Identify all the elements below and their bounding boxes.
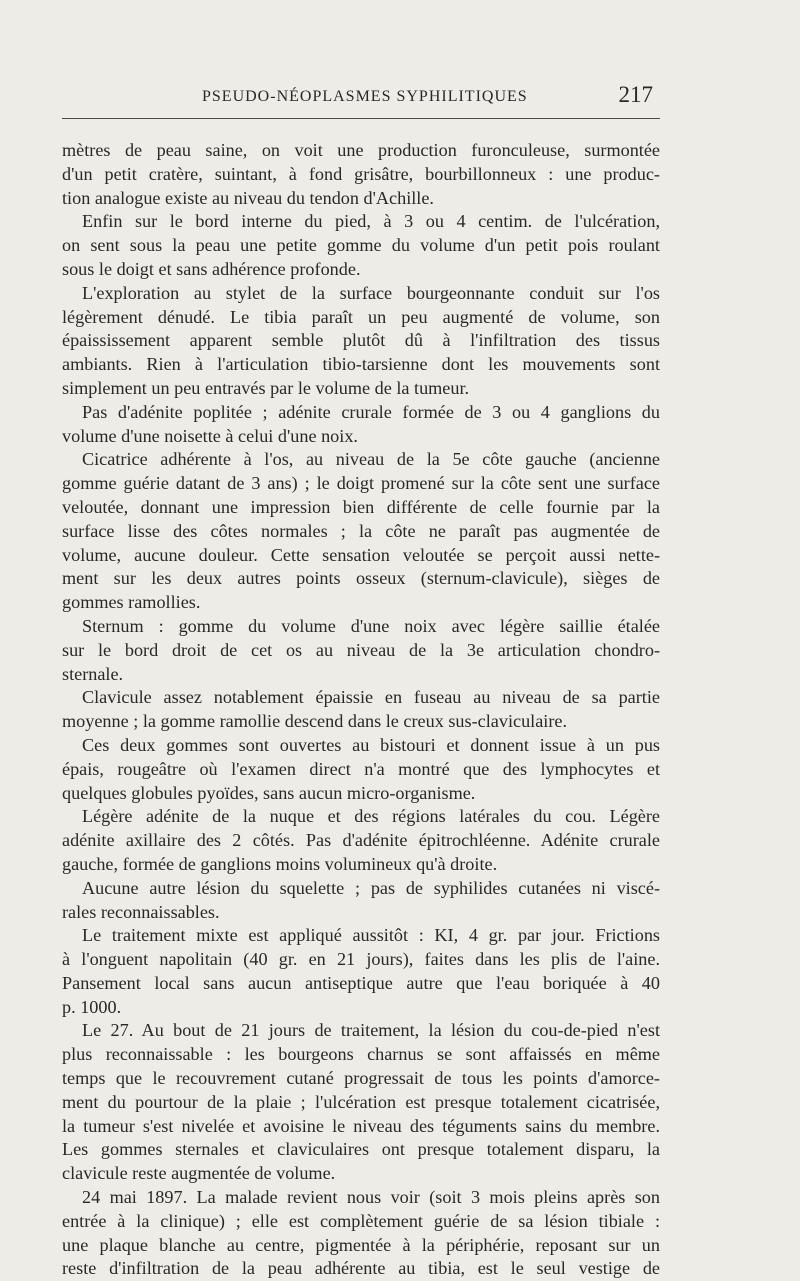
text-line: sous le doigt et sans adhérence profonde. [62,258,361,279]
paragraph [62,877,660,925]
text-line: on sent sous la peau une petite gomme du volume d'un petit pois roulant [62,235,660,256]
page-number: 217 [618,82,653,107]
paragraph [62,139,660,210]
paragraph [62,615,660,686]
body-text [62,139,660,1281]
text-line: gommes ramollies. [62,592,201,613]
text-line: Légère adénite de la nuque et des régions latérales du cou. Légère [82,806,660,827]
text-line: d'un petit cratère, suintant, à fond grisâtre, bourbillonneux : une produc- [62,163,660,184]
text-line: sternale. [62,663,124,684]
text-line: simplement un peu entravés par le volume de la tumeur. [62,377,470,398]
paragraph [62,282,660,401]
text-line: adénite axillaire des 2 côtés. Pas d'adénite épitrochléenne. Adénite crurale [62,830,660,851]
text-line: Le traitement mixte est appliqué aussitôt : KI, 4 gr. par jour. Frictions [82,925,660,946]
text-line: tion analogue existe au niveau du tendon d'Achille. [62,187,434,208]
text-line: temps que le recouvrement cutané progressait de tous les points d'amorce- [62,1068,660,1089]
paragraph [62,401,660,449]
text-line: 24 mai 1897. La malade revient nous voir (soit 3 mois pleins après son [82,1187,660,1208]
paragraph [62,734,660,805]
text-line: Sternum : gomme du volume d'une noix avec légère saillie étalée [82,615,660,636]
text-line: Les gommes sternales et claviculaires ont presque totalement disparu, la [62,1139,660,1160]
text-line: entrée à la clinique) ; elle est complètement guérie de sa lésion tibiale : [62,1210,660,1231]
text-line: Clavicule assez notablement épaissie en fuseau au niveau de sa partie [82,687,660,708]
text-line: ambiants. Rien à l'articulation tibio-tarsienne dont les mouvements sont [62,354,660,375]
text-line: ment du pourtour de la plaie ; l'ulcération est presque totalement cicatrisée, [62,1091,660,1112]
text-line: Ces deux gommes sont ouvertes au bistouri et donnent issue à un pus [82,734,660,755]
text-line: ment sur les deux autres points osseux (sternum-clavicule), sièges de [62,568,660,589]
paragraph [62,1186,660,1281]
text-line: Pansement local sans aucun antiseptique autre que l'eau boriquée à 40 [62,972,660,993]
header-rule [62,118,660,119]
text-line: moyenne ; la gomme ramollie descend dans le creux sus-claviculaire. [62,711,568,732]
text-line: reste d'infiltration de la peau adhérente au tibia, est le seul vestige de [62,1258,660,1279]
paragraph [62,448,660,615]
text-line: volume, aucune douleur. Cette sensation veloutée se perçoit aussi nette- [62,544,660,565]
text-line: gomme guérie datant de 3 ans) ; le doigt promené sur la côte sent une surface [62,473,660,494]
text-line: clavicule reste augmentée de volume. [62,1163,336,1184]
text-line: p. 1000. [62,996,122,1017]
paragraph [62,1019,660,1186]
paragraph [62,686,660,734]
text-line: quelques globules pyoïdes, sans aucun micro-organisme. [62,782,476,803]
text-line: Le 27. Au bout de 21 jours de traitement, la lésion du cou-de-pied n'est [82,1020,660,1041]
text-line: la tumeur s'est nivelée et avoisine le niveau des téguments sains du membre. [62,1115,660,1136]
text-line: surface lisse des côtes normales ; la côte ne paraît pas augmentée de [62,520,660,541]
text-line: mètres de peau saine, on voit une production furonculeuse, surmontée [62,140,660,160]
text-line: volume d'une noisette à celui d'une noix. [62,425,358,446]
text-line: Enfin sur le bord interne du pied, à 3 ou 4 centim. de l'ulcération, [82,211,660,232]
text-line: épaississement apparent semble plutôt dû à l'infiltration des tissus [62,330,660,351]
text-line: épais, rougeâtre où l'examen direct n'a montré que des lymphocytes et [62,758,660,779]
text-line: gauche, formée de ganglions moins volumineux qu'à droite. [62,853,498,874]
text-line: une plaque blanche au centre, pigmentée à la périphérie, reposant sur un [62,1234,660,1255]
text-line: Aucune autre lésion du squelette ; pas de syphilides cutanées ni viscé- [82,877,660,898]
text-line: Pas d'adénite poplitée ; adénite crurale formée de 3 ou 4 ganglions du [82,401,660,422]
paragraph [62,924,660,1019]
text-line: à l'onguent napolitain (40 gr. en 21 jours), faites dans les plis de l'aine. [62,949,660,970]
paragraph [62,210,660,281]
page-header [62,82,657,112]
text-line: rales reconnaissables. [62,901,220,922]
running-title: PSEUDO-NÉOPLASMES SYPHILITIQUES [202,88,528,105]
text-line: L'exploration au stylet de la surface bourgeonnante conduit sur l'os [82,282,660,303]
text-line: veloutée, donnant une impression bien différente de celle fournie par la [62,496,660,517]
text-line: légèrement dénudé. Le tibia paraît un peu augmenté de volume, son [62,306,660,327]
text-line: Cicatrice adhérente à l'os, au niveau de la 5e côte gauche (ancienne [82,449,660,470]
text-line: sur le bord droit de cet os au niveau de la 3e articulation chondro- [62,639,660,660]
paragraph [62,805,660,876]
text-line: plus reconnaissable : les bourgeons charnus se sont affaissés en même [62,1044,660,1065]
